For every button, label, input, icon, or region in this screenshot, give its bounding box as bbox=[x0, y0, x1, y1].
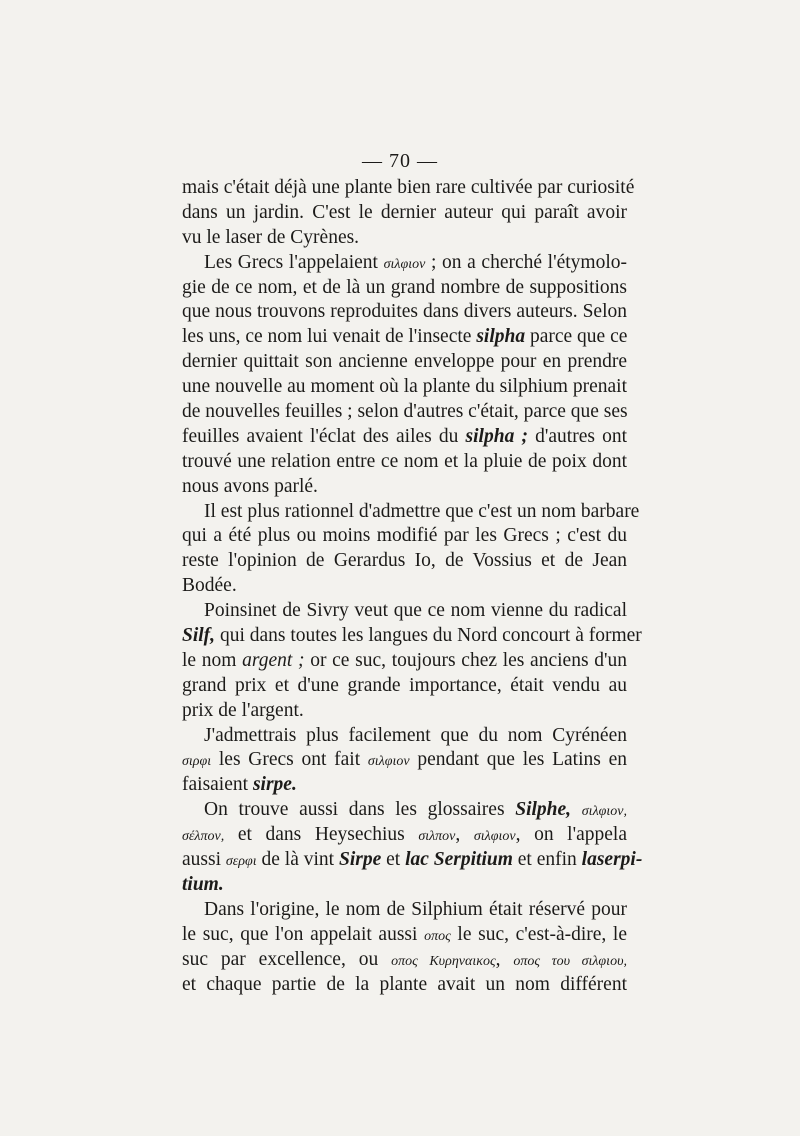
text-run: J'admettrais plus facilement que du nom Cyrénéen bbox=[204, 724, 627, 746]
text-run: prix de l'argent. bbox=[182, 699, 304, 721]
text-run: Silf, bbox=[182, 625, 216, 647]
text-line bbox=[182, 325, 627, 350]
text-run: argent ; bbox=[242, 649, 305, 671]
text-run: les Grecs ont fait bbox=[211, 749, 368, 771]
text-run: Poinsinet de Sivry veut que ce nom vienne du radical bbox=[204, 600, 627, 622]
text-line bbox=[182, 226, 627, 251]
text-line bbox=[182, 699, 627, 724]
text-run: parce que ce bbox=[525, 326, 628, 348]
text-line bbox=[182, 574, 627, 599]
text-line bbox=[182, 898, 627, 923]
text-run: dans un jardin. C'est le dernier auteur qui paraît avoir bbox=[182, 201, 627, 223]
text-run: ; on a cherché l'étymolo- bbox=[425, 251, 627, 273]
text-run: On trouve aussi dans les glossaires bbox=[204, 799, 516, 821]
text-run: qui dans toutes les langues du Nord concourt à former bbox=[215, 625, 642, 647]
greek-word: οπος Κυρηναικος bbox=[391, 953, 496, 969]
text-run: lac Serpitium bbox=[405, 849, 513, 871]
text-line bbox=[182, 649, 627, 674]
text-run: nous avons parlé. bbox=[182, 475, 318, 497]
text-line bbox=[182, 923, 627, 948]
text-line bbox=[182, 251, 627, 276]
text-run: et chaque partie de la plante avait un nom différent bbox=[182, 973, 627, 995]
text-run: Silphe, bbox=[515, 799, 572, 821]
text-run: , on l'appela bbox=[515, 824, 627, 846]
text-run: reste l'opinion de Gerardus Io, de Vossius et de Jean bbox=[182, 550, 627, 572]
text-run: Il est plus rationnel d'admettre que c'est un nom barbare bbox=[204, 500, 640, 522]
text-run: tium. bbox=[182, 873, 224, 895]
greek-word: οπος του σιλφιου, bbox=[513, 953, 627, 969]
text-line bbox=[182, 748, 627, 773]
text-line bbox=[182, 276, 627, 301]
text-run: Sirpe bbox=[338, 849, 382, 871]
text-line bbox=[182, 674, 627, 699]
text-line bbox=[182, 400, 627, 425]
text-line bbox=[182, 350, 627, 375]
greek-word: σιλφιον bbox=[367, 754, 410, 770]
text-run: Les Grecs l'appelaient bbox=[204, 251, 384, 273]
text-run: et dans Heysechius bbox=[224, 824, 419, 846]
text-run: de là vint bbox=[256, 849, 339, 871]
greek-word: σιλφιον bbox=[473, 829, 516, 845]
text-line bbox=[182, 425, 627, 450]
text-run: le suc, que l'on appelait aussi bbox=[182, 923, 425, 945]
text-run bbox=[571, 799, 582, 820]
text-line bbox=[182, 948, 627, 973]
text-run: que nous trouvons reproduites dans divers auteurs. Selon bbox=[182, 301, 627, 323]
text-line bbox=[182, 798, 627, 823]
text-run: vu le laser de Cyrènes. bbox=[182, 226, 360, 248]
text-run: faisaient bbox=[182, 774, 253, 796]
text-line bbox=[182, 201, 627, 226]
text-line bbox=[182, 848, 643, 873]
page-number: — 70 — bbox=[362, 150, 438, 172]
text-run: feuilles avaient l'éclat des ailes du bbox=[182, 425, 466, 447]
text-line bbox=[182, 724, 627, 749]
text-run: qui a été plus ou moins modifié par les Grecs ; c'est du bbox=[182, 525, 627, 547]
text-run: aussi bbox=[182, 849, 226, 871]
text-run: suc par excellence, ou bbox=[182, 948, 392, 970]
text-run: gie de ce nom, et de là un grand nombre de suppositions bbox=[182, 276, 627, 298]
text-run: silpha bbox=[476, 326, 526, 348]
text-run: d'autres ont bbox=[527, 425, 628, 447]
body-text bbox=[182, 176, 643, 997]
text-line bbox=[182, 599, 627, 624]
text-line bbox=[182, 500, 640, 525]
text-line bbox=[182, 300, 627, 325]
greek-word: σιλφιον, bbox=[581, 804, 627, 820]
greek-word: σερφι bbox=[225, 854, 257, 870]
text-run: mais c'était déjà une plante bien rare cultivée par curiosité bbox=[182, 177, 635, 198]
greek-word: σιρφι bbox=[182, 754, 212, 770]
text-run: , bbox=[455, 824, 474, 846]
text-run: or ce suc, toujours chez les anciens d'un bbox=[304, 649, 627, 671]
text-run: de nouvelles feuilles ; selon d'autres c'était, parce que ses bbox=[182, 401, 628, 423]
text-run: le suc, c'est-à-dire, le bbox=[450, 923, 627, 945]
text-run: silpha ; bbox=[465, 425, 528, 447]
text-run: les uns, ce nom lui venait de l'insecte bbox=[182, 326, 477, 348]
greek-word: σέλπον, bbox=[182, 829, 225, 845]
text-run: Dans l'origine, le nom de Silphium était réservé pour bbox=[204, 898, 627, 920]
text-run: une nouvelle au moment où la plante du silphium prenait bbox=[182, 376, 627, 398]
text-run: Bodée. bbox=[182, 575, 237, 597]
text-line bbox=[182, 773, 627, 798]
text-line bbox=[182, 450, 627, 475]
text-line bbox=[182, 823, 627, 848]
greek-word: σιλπον bbox=[418, 829, 456, 845]
text-run: pendant que les Latins en bbox=[409, 749, 627, 771]
text-run: trouvé une relation entre ce nom et la pluie de poix dont bbox=[182, 450, 627, 472]
greek-word: σιλφιον bbox=[383, 256, 426, 272]
text-run: dernier quittait son ancienne enveloppe pour en prendre bbox=[182, 351, 627, 373]
greek-word: οπος bbox=[424, 928, 451, 944]
text-run: et enfin bbox=[512, 849, 582, 871]
text-line bbox=[182, 973, 627, 998]
text-line bbox=[182, 524, 627, 549]
text-line bbox=[182, 375, 627, 400]
text-line bbox=[182, 475, 627, 500]
text-line bbox=[182, 549, 627, 574]
text-run: , bbox=[495, 948, 514, 970]
text-run: et bbox=[381, 849, 406, 871]
text-line bbox=[182, 624, 642, 649]
text-run: grand prix et d'une grande importance, était vendu au bbox=[182, 674, 627, 696]
text-run: sirpe. bbox=[252, 774, 297, 796]
text-run: laserpi- bbox=[581, 849, 643, 871]
text-run: le nom bbox=[182, 649, 243, 671]
text-line bbox=[182, 873, 627, 898]
text-line bbox=[182, 176, 635, 201]
